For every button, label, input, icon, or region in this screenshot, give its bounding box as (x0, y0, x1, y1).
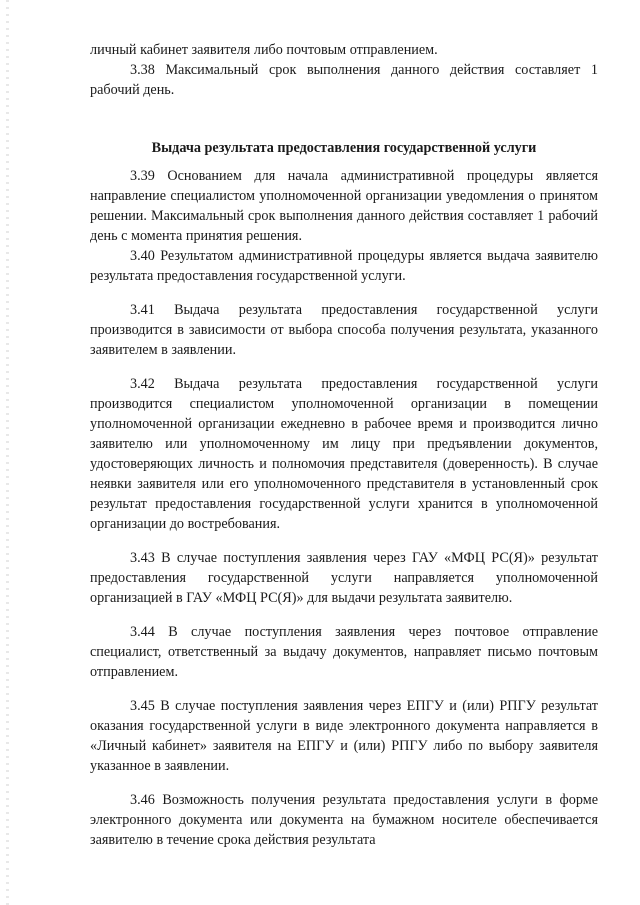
paragraph-3-44: 3.44 В случае поступления заявления через почтовое отправление специалист, ответственный за выдачу документов, направляет письмо почтовым отправлением. (90, 624, 598, 680)
section-heading: Выдача результата предоставления государственной услуги (151, 140, 537, 156)
paragraph-3-45: 3.45 В случае поступления заявления через ЕПГУ и (или) РПГУ результат оказания государственной услуги в виде электронного документа направляется в «Личный кабинет» заявителя на ЕПГУ и (или) РПГУ либо по выбору заявителя указанное в заявлении. (90, 698, 598, 774)
paragraph-3-46: 3.46 Возможность получения результата предоставления услуги в форме электронного документа или документа на бумажном носителе обеспечивается заявителю в течение срока действия результата (90, 792, 598, 848)
scan-margin-mark (6, 0, 9, 905)
paragraph-3-43: 3.43 В случае поступления заявления через ГАУ «МФЦ РС(Я)» результат предоставления государственной услуги направляется уполномоченной организацией в ГАУ «МФЦ РС(Я)» для выдачи результата заявителю. (90, 550, 598, 606)
paragraph-3-41: 3.41 Выдача результата предоставления государственной услуги производится в зависимости от выбора способа получения результата, указанного заявителем в заявлении. (90, 302, 598, 358)
paragraph-3-42: 3.42 Выдача результата предоставления государственной услуги производится специалистом уполномоченной организации в помещении уполномоченной организации ежедневно в рабочее время и производится лично заявителю или уполномоченному им лицу при предъявлении документов, удостоверяющих личность и полномочия представителя (доверенность). В случае неявки заявителя или его уполномоченного представителя в установленный срок результат предоставления государственной услуги хранится в уполномоченной организации до востребования. (90, 376, 598, 532)
paragraph-3-39: 3.39 Основанием для начала административной процедуры является направление специалистом уполномоченной организации уведомления о принятом решении. Максимальный срок выполнения данного действия составляет 1 рабочий день с момента принятия решения. (90, 168, 598, 244)
paragraph-3-40: 3.40 Результатом административной процедуры является выдача заявителю результата предоставления государственной услуги. (90, 248, 598, 284)
paragraph-3-38: 3.38 Максимальный срок выполнения данного действия составляет 1 рабочий день. (90, 62, 598, 98)
intro-line: личный кабинет заявителя либо почтовым отправлением. (90, 42, 438, 58)
